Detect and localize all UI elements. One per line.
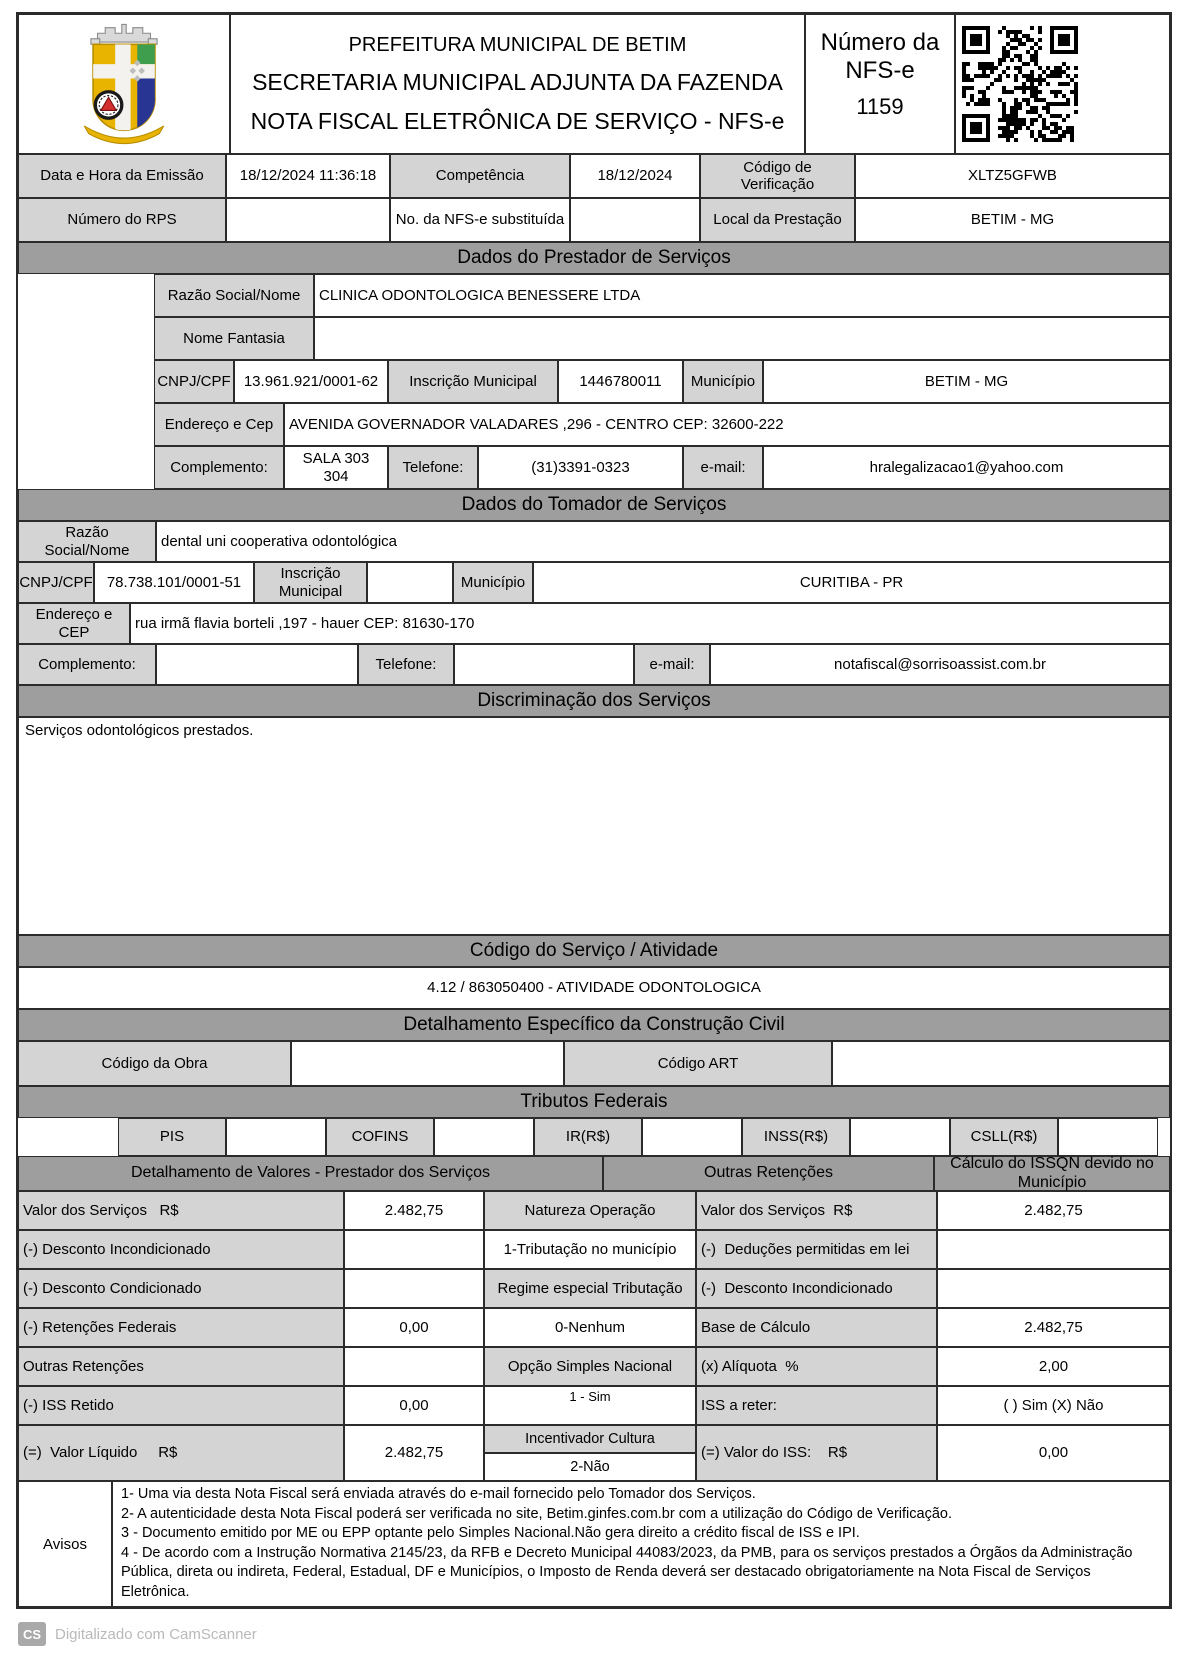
emission-datetime-value: 18/12/2024 11:36:18 xyxy=(226,154,390,198)
provider-section-header: Dados do Prestador de Serviços xyxy=(18,242,1170,274)
customer-endereco-label: Endereço e CEP xyxy=(18,603,130,644)
values-group-headers xyxy=(18,1156,1170,1191)
retencoes-federais-value: 0,00 xyxy=(344,1308,484,1347)
service-code-header: Código do Serviço / Atividade xyxy=(18,935,1170,967)
values-row-desconto-condicionado xyxy=(18,1269,1170,1308)
nfse-substituted-value xyxy=(570,198,700,242)
qr-code-icon xyxy=(962,26,1078,142)
identification-row-2 xyxy=(18,198,1170,242)
camscanner-text: Digitalizado com CamScanner xyxy=(55,1625,257,1643)
customer-cnpj-label: CNPJ/CPF xyxy=(18,562,94,603)
ir-value xyxy=(642,1118,742,1156)
base-calculo-label: Base de Cálculo xyxy=(696,1308,937,1347)
base-calculo-value: 2.482,75 xyxy=(937,1308,1170,1347)
desconto-condicionado-value xyxy=(344,1269,484,1308)
issqn-valor-servicos-label: Valor dos Serviços R$ xyxy=(696,1191,937,1230)
competencia-value: 18/12/2024 xyxy=(570,154,700,198)
cofins-value xyxy=(434,1118,534,1156)
customer-razao-value: dental uni cooperativa odontológica xyxy=(156,521,1170,562)
service-code-value: 4.12 / 863050400 - ATIVIDADE ODONTOLOGICA xyxy=(18,967,1170,1009)
betim-coat-of-arms-icon xyxy=(65,20,183,148)
retencoes-federais-label: (-) Retenções Federais xyxy=(18,1308,344,1347)
art-code-value xyxy=(832,1041,1170,1086)
rps-number-value xyxy=(226,198,390,242)
aviso-line-4: 4 - De acordo com a Instrução Normativa 2145/23, da RFB e Decreto Municipal 44083/2023, da PMB, para os serviços prestados a Órgãos da Administração Pública, direta ou indireta, Federal, Estadual, DF e Municípios, o Imposto de Renda deverá ser destacado obrigatoriamente na Nota Fiscal de Serviços Eletrônica. xyxy=(121,1544,1133,1600)
valor-iss-label: (=) Valor do ISS: R$ xyxy=(696,1425,937,1481)
art-code-label: Código ART xyxy=(564,1041,832,1086)
obra-code-label: Código da Obra xyxy=(18,1041,291,1086)
identification-row-1 xyxy=(18,154,1170,198)
provider-telefone-value: (31)3391-0323 xyxy=(478,446,683,489)
emission-datetime-label: Data e Hora da Emissão xyxy=(18,154,226,198)
values-group3-header: Cálculo do ISSQN devido no Município xyxy=(934,1156,1170,1191)
camscanner-footer xyxy=(18,1622,257,1646)
issqn-desconto-incondicionado-value xyxy=(937,1269,1170,1308)
desconto-incondicionado-value xyxy=(344,1230,484,1269)
header-line3: NOTA FISCAL ELETRÔNICA DE SERVIÇO - NFS-e xyxy=(250,108,785,135)
valor-liquido-value: 2.482,75 xyxy=(344,1425,484,1481)
provider-im-value: 1446780011 xyxy=(558,360,683,403)
outras-retencoes-label: Outras Retenções xyxy=(18,1347,344,1386)
aviso-line-2: 2- A autenticidade desta Nota Fiscal poderá ser verificada no site, Betim.ginfes.com.br com a utilização do Código de Verificação. xyxy=(121,1505,952,1522)
provider-cnpj-value: 13.961.921/0001-62 xyxy=(234,360,388,403)
valor-liquido-label: (=) Valor Líquido R$ xyxy=(18,1425,344,1481)
customer-section-header: Dados do Tomador de Serviços xyxy=(18,489,1170,521)
camscanner-icon: CS xyxy=(18,1622,46,1646)
customer-telefone-label: Telefone: xyxy=(358,644,454,685)
provider-telefone-label: Telefone: xyxy=(388,446,478,489)
iss-retido-label: (-) ISS Retido xyxy=(18,1386,344,1425)
customer-complemento-label: Complemento: xyxy=(18,644,156,685)
provider-complemento-label: Complemento: xyxy=(154,446,284,489)
customer-municipio-value: CURITIBA - PR xyxy=(533,562,1170,603)
valor-iss-value: 0,00 xyxy=(937,1425,1170,1481)
customer-municipio-label: Município xyxy=(453,562,533,603)
cofins-label: COFINS xyxy=(326,1118,434,1156)
customer-im-label: Inscrição Municipal xyxy=(254,562,367,603)
customer-endereco-value: rua irmã flavia borteli ,197 - hauer CEP: 81630-170 xyxy=(130,603,1170,644)
deducoes-permitidas-label: (-) Deduções permitidas em lei xyxy=(696,1230,937,1269)
regime-nenhum-value: 0-Nenhum xyxy=(484,1308,696,1347)
values-row-iss-retido xyxy=(18,1386,1170,1425)
incentivador-cultura-cell xyxy=(484,1425,696,1481)
aliquota-value: 2,00 xyxy=(937,1347,1170,1386)
federal-taxes-tail-spacer xyxy=(1158,1118,1170,1156)
customer-email-value: notafiscal@sorrisoassist.com.br xyxy=(710,644,1170,685)
iss-a-reter-label: ISS a reter: xyxy=(696,1386,937,1425)
tributacao-municipio-value: 1-Tributação no município xyxy=(484,1230,696,1269)
qr-cell xyxy=(955,14,1170,154)
verification-code-value: XLTZ5GFWB xyxy=(855,154,1170,198)
inss-value xyxy=(850,1118,950,1156)
incentivador-cultura-label: Incentivador Cultura xyxy=(485,1426,695,1454)
document-header xyxy=(18,14,1170,154)
customer-telefone-value xyxy=(454,644,634,685)
values-row-outras-retencoes xyxy=(18,1347,1170,1386)
desconto-condicionado-label: (-) Desconto Condicionado xyxy=(18,1269,344,1308)
customer-complemento-value xyxy=(156,644,358,685)
pis-value xyxy=(226,1118,326,1156)
values-row-valor-servicos xyxy=(18,1191,1170,1230)
regime-especial-label: Regime especial Tributação xyxy=(484,1269,696,1308)
customer-razao-label: Razão Social/Nome xyxy=(18,521,156,562)
header-line2: SECRETARIA MUNICIPAL ADJUNTA DA FAZENDA xyxy=(252,69,783,96)
customer-im-value xyxy=(367,562,453,603)
iss-retido-value: 0,00 xyxy=(344,1386,484,1425)
header-line1: PREFEITURA MUNICIPAL DE BETIM xyxy=(348,33,687,56)
customer-email-label: e-mail: xyxy=(634,644,710,685)
avisos-text xyxy=(113,1482,1169,1606)
issqn-valor-servicos-value: 2.482,75 xyxy=(937,1191,1170,1230)
provider-endereco-value: AVENIDA GOVERNADOR VALADARES ,296 - CENTRO CEP: 32600-222 xyxy=(284,403,1170,446)
provider-cnpj-label: CNPJ/CPF xyxy=(154,360,234,403)
provider-fantasia-value xyxy=(314,317,1170,360)
provider-razao-label: Razão Social/Nome xyxy=(154,274,314,317)
competencia-label: Competência xyxy=(390,154,570,198)
local-prestacao-label: Local da Prestação xyxy=(700,198,855,242)
nfse-number-value: 1159 xyxy=(856,94,904,120)
outras-retencoes-value xyxy=(344,1347,484,1386)
values-row-desconto-incondicionado xyxy=(18,1230,1170,1269)
rps-number-label: Número do RPS xyxy=(18,198,226,242)
federal-taxes-lead-spacer xyxy=(18,1118,118,1156)
provider-municipio-value: BETIM - MG xyxy=(763,360,1170,403)
services-description-content: Serviços odontológicos prestados. xyxy=(18,717,1170,935)
provider-municipio-label: Município xyxy=(683,360,763,403)
avisos-label: Avisos xyxy=(19,1482,113,1606)
incentivador-cultura-value: 2-Não xyxy=(570,1458,610,1475)
values-row-valor-liquido xyxy=(18,1425,1170,1481)
services-description-header: Discriminação dos Serviços xyxy=(18,685,1170,717)
provider-left-spacer xyxy=(18,274,154,489)
issqn-desconto-incondicionado-label: (-) Desconto Incondicionado xyxy=(696,1269,937,1308)
aviso-line-1: 1- Uma via desta Nota Fiscal será enviada através do e-mail fornecido pelo Tomador dos Serviços. xyxy=(121,1486,756,1502)
provider-complemento-value: SALA 303 304 xyxy=(284,446,388,489)
federal-taxes-row xyxy=(18,1118,1170,1156)
avisos-section xyxy=(18,1481,1170,1607)
aliquota-label: (x) Alíquota % xyxy=(696,1347,937,1386)
provider-email-value: hralegalizacao1@yahoo.com xyxy=(763,446,1170,489)
construction-section-header: Detalhamento Específico da Construção Civil xyxy=(18,1009,1170,1041)
provider-section xyxy=(18,274,1170,489)
provider-razao-value: CLINICA ODONTOLOGICA BENESSERE LTDA xyxy=(314,274,1170,317)
pis-label: PIS xyxy=(118,1118,226,1156)
inss-label: INSS(R$) xyxy=(742,1118,850,1156)
natureza-operacao-label: Natureza Operação xyxy=(484,1191,696,1230)
verification-code-label: Código de Verificação xyxy=(700,154,855,198)
csll-value xyxy=(1058,1118,1158,1156)
aviso-line-3: 3 - Documento emitido por ME ou EPP optante pelo Simples Nacional.Não gera direito a crédito fiscal de ISS e IPI. xyxy=(121,1525,860,1541)
customer-cnpj-value: 78.738.101/0001-51 xyxy=(94,562,254,603)
csll-label: CSLL(R$) xyxy=(950,1118,1058,1156)
values-group1-header: Detalhamento de Valores - Prestador dos Serviços xyxy=(18,1156,603,1191)
nfse-number-cell xyxy=(805,14,955,154)
provider-im-label: Inscrição Municipal xyxy=(388,360,558,403)
provider-endereco-label: Endereço e Cep xyxy=(154,403,284,446)
provider-fantasia-label: Nome Fantasia xyxy=(154,317,314,360)
valor-servicos-value: 2.482,75 xyxy=(344,1191,484,1230)
nfse-substituted-label: No. da NFS-e substituída xyxy=(390,198,570,242)
simples-sim-value: 1 - Sim xyxy=(484,1386,696,1425)
opcao-simples-label: Opção Simples Nacional xyxy=(484,1347,696,1386)
nfse-document xyxy=(16,12,1172,1609)
ir-label: IR(R$) xyxy=(534,1118,642,1156)
values-group2-header: Outras Retenções xyxy=(603,1156,934,1191)
values-row-retencoes-federais xyxy=(18,1308,1170,1347)
desconto-incondicionado-label: (-) Desconto Incondicionado xyxy=(18,1230,344,1269)
deducoes-permitidas-value xyxy=(937,1230,1170,1269)
crest-cell xyxy=(18,14,230,154)
provider-email-label: e-mail: xyxy=(683,446,763,489)
federal-taxes-header: Tributos Federais xyxy=(18,1086,1170,1118)
header-titles xyxy=(230,14,805,154)
iss-a-reter-value: ( ) Sim (X) Não xyxy=(937,1386,1170,1425)
nfse-number-label: Número da NFS-e xyxy=(820,29,940,84)
local-prestacao-value: BETIM - MG xyxy=(855,198,1170,242)
obra-code-value xyxy=(291,1041,564,1086)
valor-servicos-label: Valor dos Serviços R$ xyxy=(18,1191,344,1230)
